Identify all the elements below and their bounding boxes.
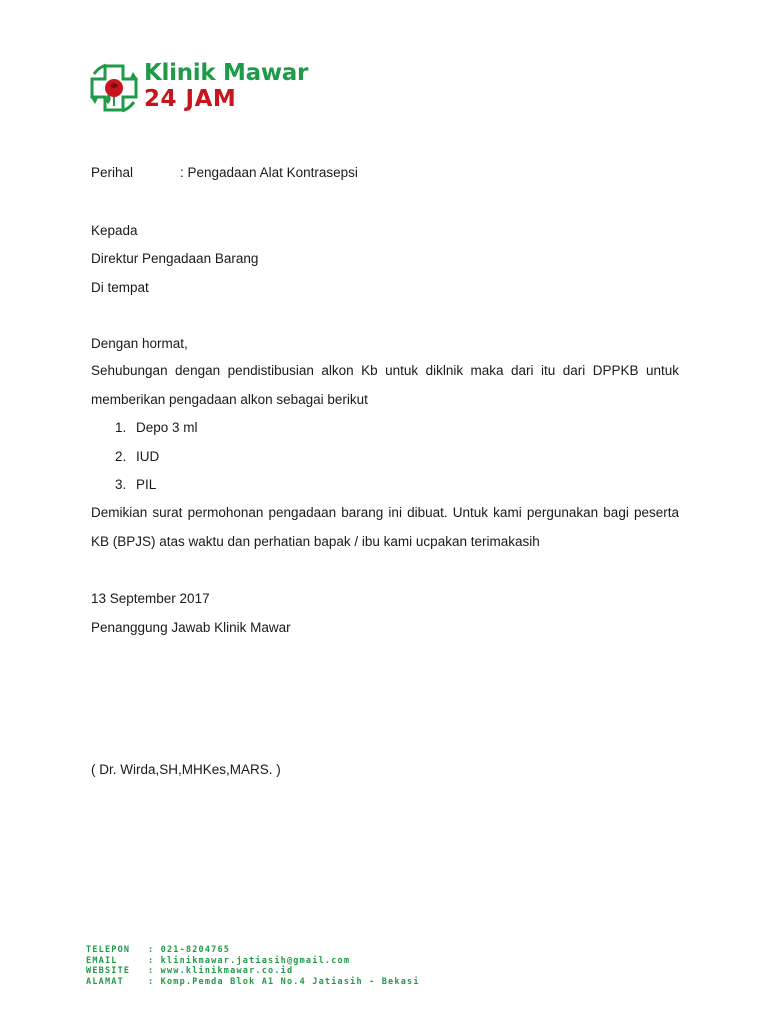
intro-paragraph: Sehubungan dengan pendistibusian alkon Kb untuk diklnik maka dari itu dari DPPKB untuk memberikan pengadaan alkon sebagai berikut [91, 363, 679, 407]
recipient-line-3: Di tempat [91, 280, 149, 295]
list-item-number: 1. [115, 420, 127, 435]
list-item-text: Depo 3 ml [136, 420, 198, 435]
recipient-line-2: Direktur Pengadaan Barang [91, 251, 259, 266]
contact-footer [86, 945, 420, 987]
closing-paragraph: Demikian surat permohonan pengadaan barang ini dibuat. Untuk kami pergunakan bagi peserta KB (BPJS) atas waktu dan perhatian bapak / ibu kami ucpakan terimakasih [91, 505, 679, 549]
footer-email-value: : klinikmawar.jatiasih@gmail.com [148, 955, 351, 966]
signatory-title: Penanggung Jawab Klinik Mawar [91, 620, 291, 635]
footer-email-label: EMAIL [86, 955, 118, 966]
footer-telepon-value: : 021-8204765 [148, 945, 231, 955]
footer-alamat-value: : Komp.Pemda Blok A1 No.4 Jatiasih - Bekasi [148, 976, 420, 987]
footer-website-value: : www.klinikmawar.co.id [148, 966, 294, 976]
letter-date: 13 September 2017 [91, 591, 210, 606]
footer-website-label: WEBSITE [86, 966, 131, 976]
greeting: Dengan hormat, [91, 336, 188, 351]
subject-label: Perihal [91, 165, 134, 180]
list-item-number: 2. [115, 448, 127, 464]
footer-email [86, 956, 420, 967]
letterhead-logo [86, 56, 316, 118]
signatory-name: ( Dr. Wirda,SH,MHKes,MARS. ) [91, 762, 281, 777]
list-item-text: PIL [136, 477, 157, 492]
footer-telepon-label: TELEPON [86, 945, 131, 955]
clinic-cross-rose-logo-icon [86, 60, 142, 116]
footer-alamat [86, 977, 420, 988]
clinic-hours: 24 JAM [144, 86, 237, 112]
subject-value: : Pengadaan Alat Kontrasepsi [180, 165, 358, 180]
list-item-number: 3. [115, 477, 127, 492]
recipient-line-1: Kepada [91, 223, 138, 238]
list-item-text: IUD [136, 448, 160, 464]
footer-alamat-label: ALAMAT [86, 976, 124, 987]
footer-website [86, 966, 420, 977]
footer-telepon [86, 945, 420, 956]
clinic-name: Klinik Mawar [144, 60, 309, 86]
